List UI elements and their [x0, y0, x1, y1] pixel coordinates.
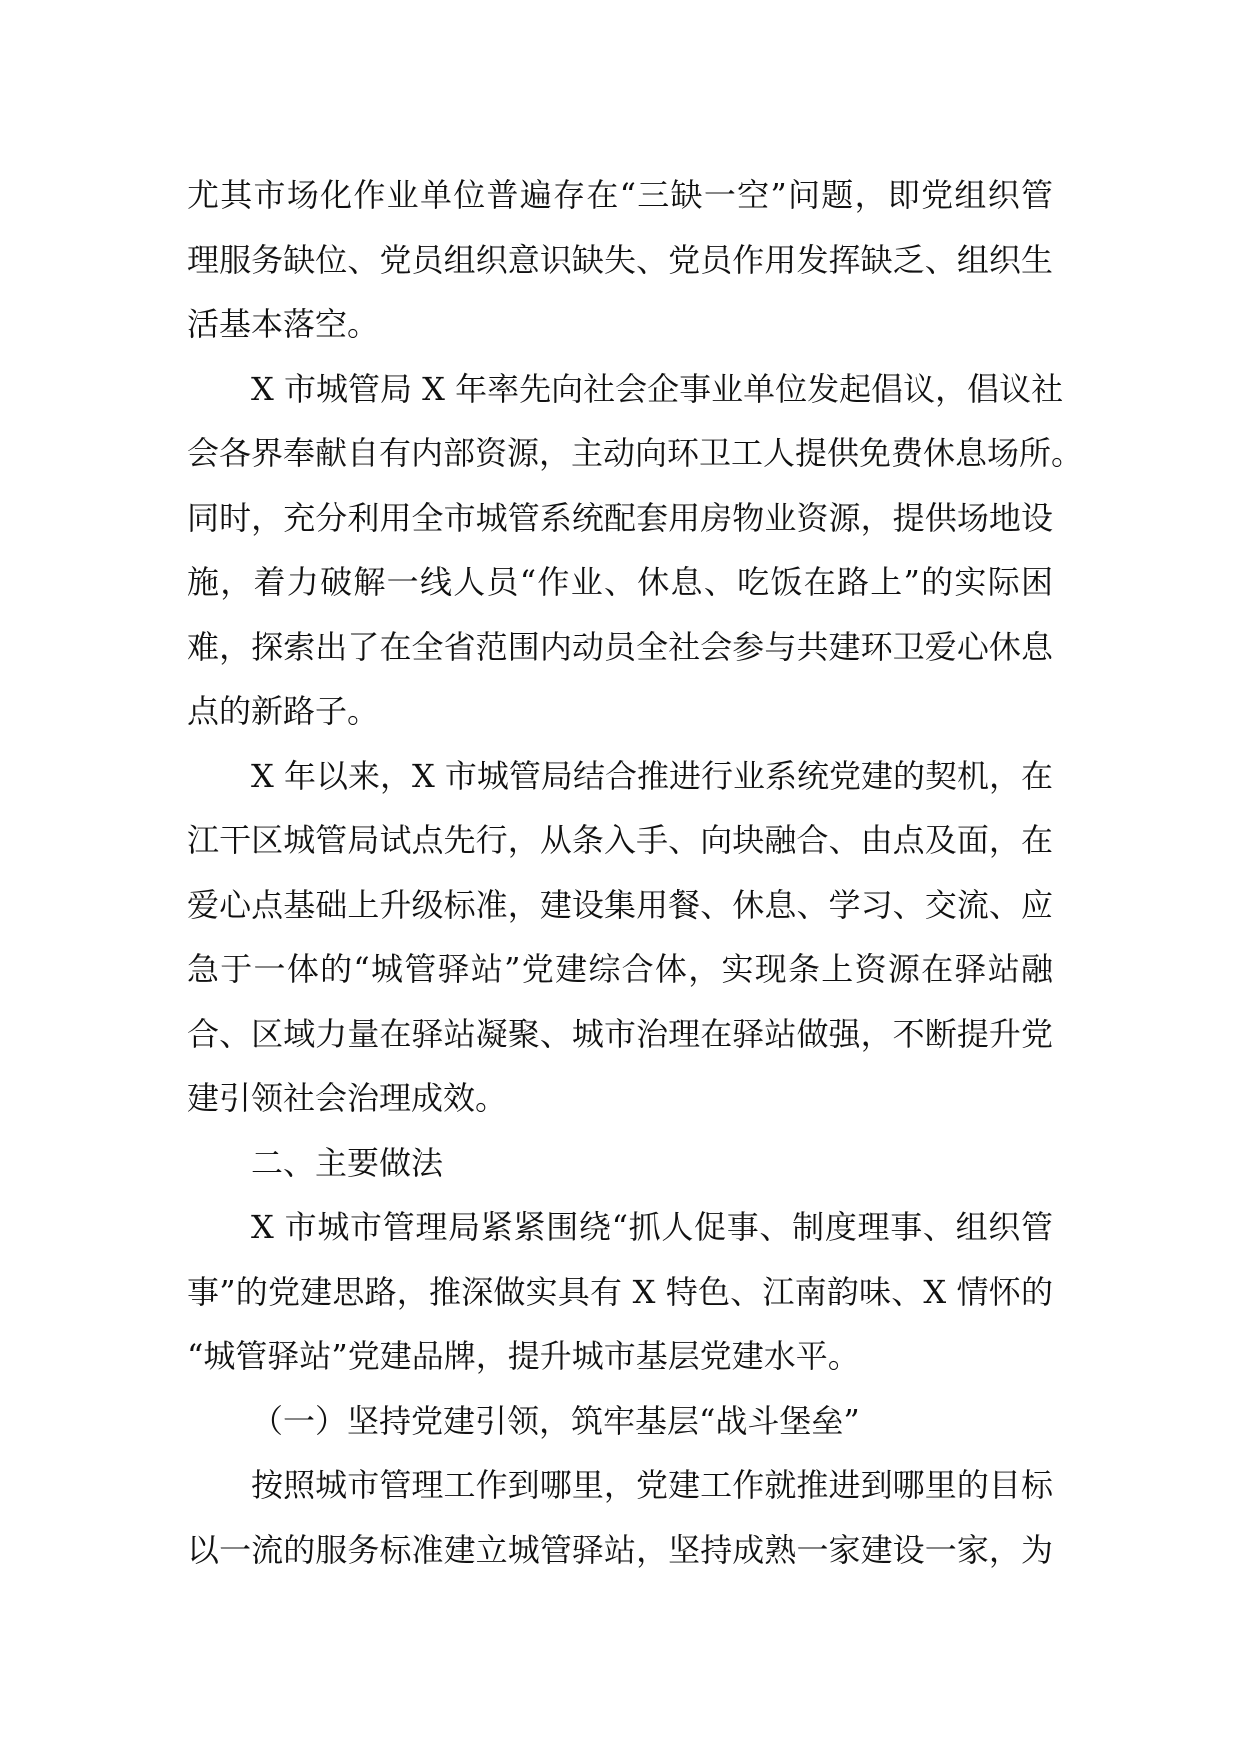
text-line: 急于一体的“城管驿站”党建综合体，实现条上资源在驿站融 — [187, 950, 1053, 988]
text-line: 爱心点基础上升级标准，建设集用餐、休息、学习、交流、应 — [187, 885, 1053, 924]
text-line: 点的新路子。 — [187, 692, 380, 730]
text-line: X 市城管局 X 年率先向社会企事业单位发起倡议，倡议社 — [251, 369, 1064, 408]
subsection-heading — [187, 1389, 1053, 1454]
text-line: 施，着力破解一线人员“作业、休息、吃饭在路上”的实际困 — [187, 563, 1053, 601]
text-line: 按照城市管理工作到哪里，党建工作就推进到哪里的目标 — [251, 1466, 1053, 1504]
paragraph-pilot — [187, 744, 1053, 1131]
paragraph-initiative — [187, 357, 1084, 744]
paragraph-three-gaps — [187, 163, 1053, 357]
text-line: 理服务缺位、党员组织意识缺失、党员作用发挥缺乏、组织生 — [187, 240, 1053, 279]
text-line: 建引领社会治理成效。 — [187, 1079, 508, 1117]
heading-text: 二、主要做法 — [251, 1143, 444, 1182]
text-line: 尤其市场化作业单位普遍存在“三缺一空”问题，即党组织管 — [187, 176, 1053, 214]
text-line: 会各界奉献自有内部资源，主动向环卫工人提供免费休息场所。 — [187, 434, 1084, 472]
document-body — [187, 163, 1084, 1582]
text-line: “城管驿站”党建品牌，提升城市基层党建水平。 — [187, 1337, 860, 1375]
paragraph-approach — [187, 1195, 1053, 1389]
text-line: 合、区域力量在驿站凝聚、城市治理在驿站做强，不断提升党 — [187, 1014, 1053, 1053]
section-heading — [187, 1131, 1053, 1196]
text-line: 以一流的服务标准建立城管驿站，坚持成熟一家建设一家，为 — [187, 1530, 1053, 1569]
text-line: 同时，充分利用全市城管系统配套用房物业资源，提供场地设 — [187, 498, 1053, 537]
text-line: 江干区城管局试点先行，从条入手、向块融合、由点及面，在 — [187, 821, 1053, 859]
text-line: X 市城市管理局紧紧围绕“抓人促事、制度理事、组织管 — [251, 1208, 1053, 1246]
text-line: 活基本落空。 — [187, 305, 380, 343]
text-line: X 年以来，X 市城管局结合推进行业系统党建的契机，在 — [251, 756, 1053, 795]
paragraph-standard — [187, 1453, 1053, 1582]
text-line: 事”的党建思路，推深做实具有 X 特色、江南韵味、X 情怀的 — [187, 1272, 1053, 1311]
text-line: 难，探索出了在全省范围内动员全社会参与共建环卫爱心休息 — [187, 627, 1053, 666]
heading-text: （一）坚持党建引领，筑牢基层“战斗堡垒” — [251, 1401, 860, 1440]
